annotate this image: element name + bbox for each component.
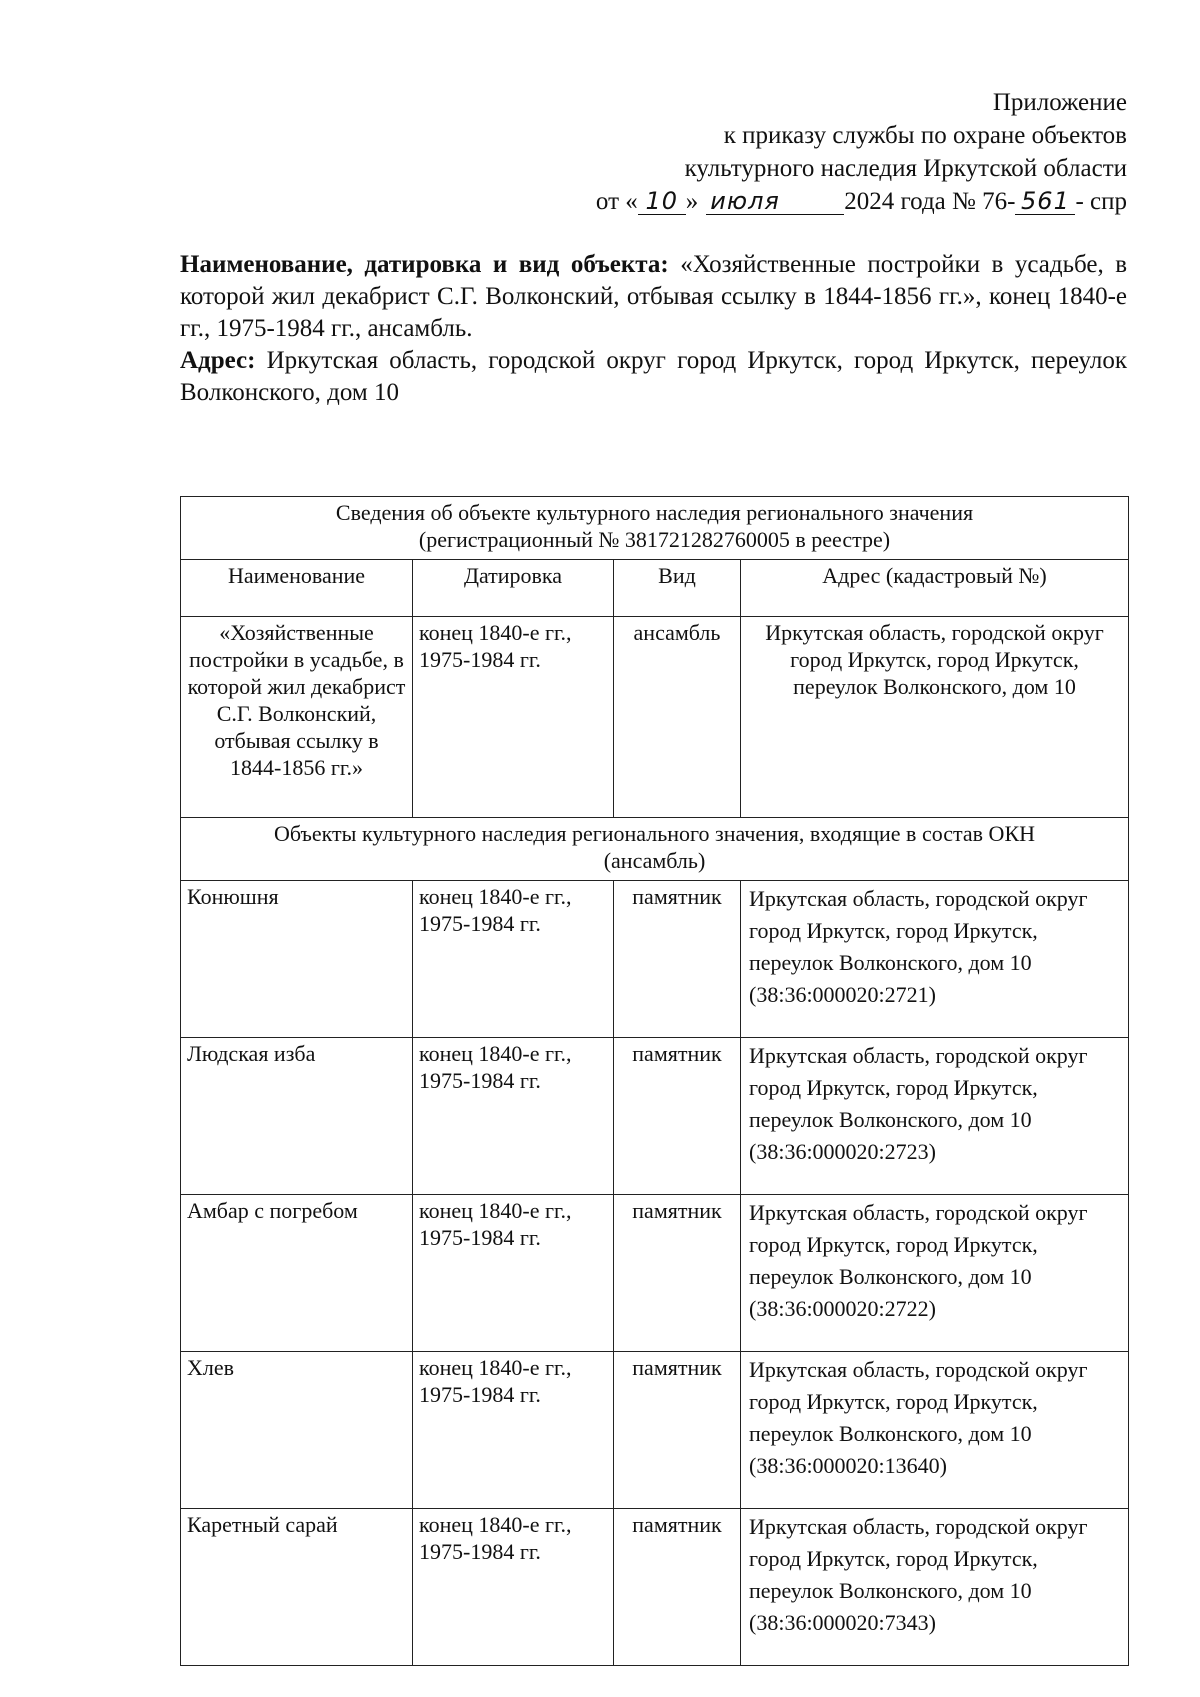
table-row bbox=[181, 881, 1129, 1038]
table-row-ensemble bbox=[181, 617, 1129, 818]
object-name-value: «Хозяйственные постройки в усадьбе, в которой жил декабрист С.Г. Волконский, отбывая ссылку в 1844-1856 гг.», конец 1840-е гг., 1975-1984 гг., ансамбль. bbox=[180, 251, 1128, 342]
cell-name: Людская изба bbox=[181, 1038, 413, 1195]
appendix-header bbox=[427, 86, 1127, 218]
appendix-title: Приложение bbox=[992, 89, 1127, 116]
object-address-label: Адрес: bbox=[180, 347, 256, 374]
cell-kind: памятник bbox=[614, 1352, 741, 1509]
cell-date: конец 1840-е гг., 1975-1984 гг. bbox=[413, 1352, 614, 1509]
section-header-regional-object: Сведения об объекте культурного наследия регионального значения (регистрационный № 381721282760005 в реестре) bbox=[181, 497, 1129, 560]
section-header-row bbox=[181, 497, 1129, 560]
column-header-kind: Вид bbox=[614, 560, 741, 617]
cell-kind: памятник bbox=[614, 1195, 741, 1352]
cell-kind: ансамбль bbox=[614, 617, 741, 818]
appendix-agency-line: культурного наследия Иркутской области bbox=[684, 155, 1127, 182]
cell-kind: памятник bbox=[614, 1038, 741, 1195]
column-header-date: Датировка bbox=[413, 560, 614, 617]
cell-name: Хлев bbox=[181, 1352, 413, 1509]
cell-date: конец 1840-е гг., 1975-1984 гг. bbox=[413, 1038, 614, 1195]
table-row bbox=[181, 1509, 1129, 1666]
cell-name: «Хозяйственные постройки в усадьбе, в которой жил декабрист С.Г. Волконский, отбывая ссылку в 1844-1856 гг.» bbox=[181, 617, 413, 818]
cell-name: Амбар с погребом bbox=[181, 1195, 413, 1352]
cell-address: Иркутская область, городской округ город Иркутск, город Иркутск, переулок Волконского, дом 10 (38:36:000020:2722) bbox=[741, 1195, 1129, 1352]
appendix-date-line: от « 10 » июля 2024 года № 76- 561 - спр bbox=[595, 187, 1127, 215]
appendix-order-line: к приказу службы по охране объектов bbox=[723, 122, 1127, 149]
cell-address: Иркутская область, городской округ город Иркутск, город Иркутск, переулок Волконского, дом 10 (38:36:000020:2721) bbox=[741, 881, 1129, 1038]
object-name-label: Наименование, датировка и вид объекта: bbox=[180, 251, 669, 278]
object-address-value: Иркутская область, городской округ город Иркутск, город Иркутск, переулок Волконского, дом 10 bbox=[180, 347, 1127, 406]
cell-date: конец 1840-е гг., 1975-1984 гг. bbox=[413, 1195, 614, 1352]
object-name-paragraph bbox=[180, 249, 1127, 345]
handwritten-month: июля bbox=[706, 188, 844, 215]
object-address-paragraph bbox=[180, 345, 1127, 409]
table-row bbox=[181, 1352, 1129, 1509]
column-header-row bbox=[181, 560, 1129, 617]
column-header-address: Адрес (кадастровый №) bbox=[741, 560, 1129, 617]
cell-address: Иркутская область, городской округ город Иркутск, город Иркутск, переулок Волконского, дом 10 (38:36:000020:2723) bbox=[741, 1038, 1129, 1195]
heritage-register-table bbox=[180, 496, 1129, 1666]
handwritten-day: 10 bbox=[638, 188, 686, 215]
cell-kind: памятник bbox=[614, 881, 741, 1038]
table-row bbox=[181, 1195, 1129, 1352]
cell-date: конец 1840-е гг., 1975-1984 гг. bbox=[413, 617, 614, 818]
cell-address: Иркутская область, городской округ город Иркутск, город Иркутск, переулок Волконского, дом 10 (38:36:000020:13640) bbox=[741, 1352, 1129, 1509]
section-header-components: Объекты культурного наследия регионального значения, входящие в состав ОКН (ансамбль) bbox=[181, 818, 1129, 881]
cell-kind: памятник bbox=[614, 1509, 741, 1666]
cell-address: Иркутская область, городской округ город Иркутск, город Иркутск, переулок Волконского, дом 10 bbox=[741, 617, 1129, 818]
cell-address: Иркутская область, городской округ город Иркутск, город Иркутск, переулок Волконского, дом 10 (38:36:000020:7343) bbox=[741, 1509, 1129, 1666]
object-description bbox=[180, 249, 1127, 409]
cell-date: конец 1840-е гг., 1975-1984 гг. bbox=[413, 1509, 614, 1666]
handwritten-order-number: 561 bbox=[1015, 188, 1075, 215]
cell-date: конец 1840-е гг., 1975-1984 гг. bbox=[413, 881, 614, 1038]
cell-name: Конюшня bbox=[181, 881, 413, 1038]
table-row bbox=[181, 1038, 1129, 1195]
column-header-name: Наименование bbox=[181, 560, 413, 617]
section-header-row bbox=[181, 818, 1129, 881]
cell-name: Каретный сарай bbox=[181, 1509, 413, 1666]
